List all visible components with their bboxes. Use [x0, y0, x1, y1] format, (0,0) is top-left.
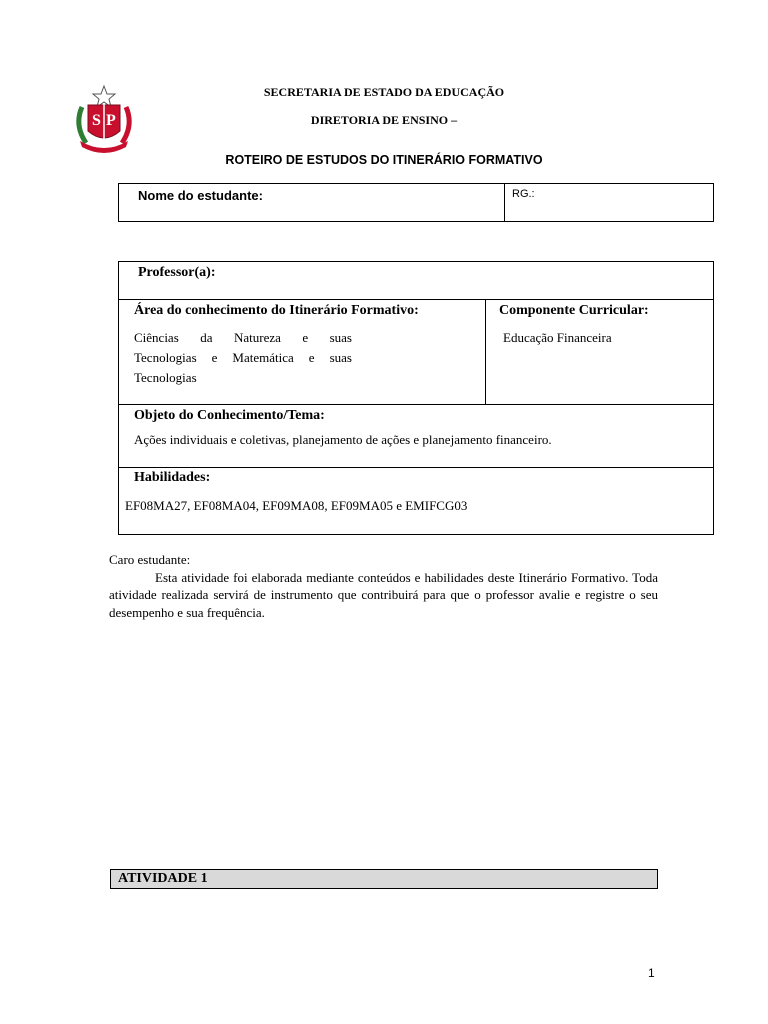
- skills-label: Habilidades:: [134, 470, 211, 485]
- intro-greeting: Caro estudante:: [109, 552, 191, 567]
- header-secretaria: SECRETARIA DE ESTADO DA EDUCAÇÃO: [263, 85, 505, 99]
- object-cell: [119, 405, 714, 468]
- student-name-label: Nome do estudante:: [138, 188, 263, 203]
- professor-cell[interactable]: [119, 262, 714, 300]
- area-line-3: Tecnologias: [134, 370, 197, 385]
- student-name-cell[interactable]: [119, 184, 505, 222]
- area-label: Área do conhecimento do Itinerário Formativo:: [134, 303, 419, 318]
- activity-header: [110, 869, 658, 889]
- rg-label: RG.:: [512, 188, 535, 200]
- component-cell: [486, 300, 714, 405]
- object-value: Ações individuais e coletivas, planejamento de ações e planejamento financeiro.: [134, 432, 552, 447]
- component-label: Componente Curricular:: [499, 303, 649, 318]
- skills-cell: [119, 468, 714, 535]
- course-info-table: [118, 261, 714, 535]
- rg-cell[interactable]: [505, 184, 714, 222]
- area-line-2: Tecnologias e Matemática e suas: [134, 350, 352, 365]
- logo-letter-s: S: [92, 112, 101, 129]
- student-info-table: [118, 183, 714, 222]
- intro-paragraph: Esta atividade foi elaborada mediante conteúdos e habilidades deste Itinerário Formativo. Toda atividade realizada servirá de instrumento que contribuirá para que o professor avalie e registre o seu desempenho e sua frequência.: [109, 569, 658, 620]
- professor-label: Professor(a):: [138, 265, 216, 280]
- skills-value: EF08MA27, EF08MA04, EF09MA08, EF09MA05 e EMIFCG03: [125, 498, 468, 513]
- header-diretoria: DIRETORIA DE ENSINO –: [310, 113, 458, 127]
- page-number: 1: [648, 966, 655, 980]
- area-value: [119, 319, 352, 388]
- activity-title: ATIVIDADE 1: [118, 871, 208, 886]
- area-cell: [119, 300, 486, 405]
- logo-letter-p: P: [106, 112, 116, 129]
- intro-section: [109, 551, 658, 621]
- page-title: ROTEIRO DE ESTUDOS DO ITINERÁRIO FORMATIVO: [225, 153, 543, 167]
- area-line-1: Ciências da Natureza e suas: [134, 330, 352, 345]
- component-value: Educação Financeira: [503, 330, 612, 345]
- object-label: Objeto do Conhecimento/Tema:: [134, 408, 325, 423]
